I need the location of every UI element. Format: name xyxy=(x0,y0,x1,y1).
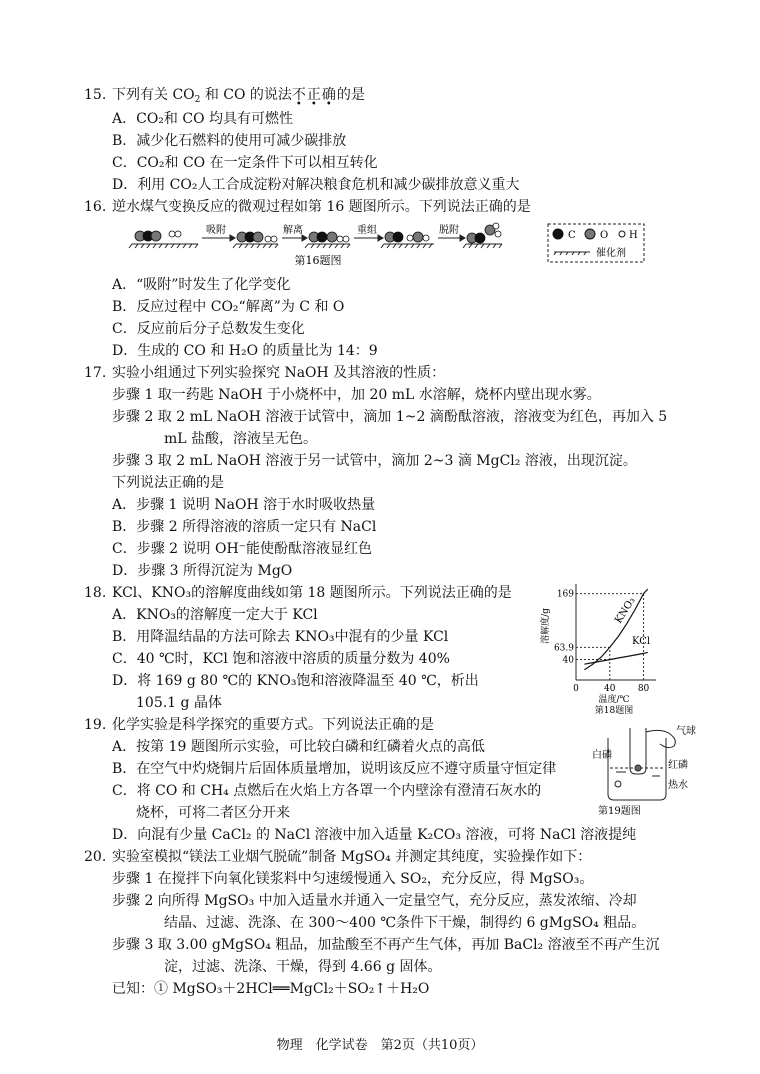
q15-option-a: A．CO₂和 CO 均具有可燃性 xyxy=(112,111,294,127)
q20-step3-cont: 淀，过滤、洗涤、干燥，得到 4.66 g 固体。 xyxy=(164,959,442,975)
q18-option-b: B．用降温结晶的方法可除去 KNO₃中混有的少量 KCl xyxy=(112,629,449,645)
svg-text:C: C xyxy=(568,230,576,241)
q18-option-d-cont: 105.1 g 晶体 xyxy=(136,695,222,711)
q15-option-d: D．利用 CO₂人工合成淀粉对解决粮食危机和减少碳排放意义重大 xyxy=(112,177,520,193)
q20-step2: 步骤 2 向所得 MgSO₃ 中加入适量水并通入一定量空气，充分反应，蒸发浓缩、冷却 xyxy=(112,893,637,909)
q16-option-d: D．生成的 CO 和 H₂O 的质量比为 14：9 xyxy=(112,343,378,359)
q17-option-c: C．步骤 2 说明 OH⁻能使酚酞溶液显红色 xyxy=(112,541,373,557)
q16-stem: 16. 逆水煤气变换反应的微观过程如第 16 题图所示。下列说法正确的是 xyxy=(84,199,531,215)
red-phosphorus xyxy=(635,765,641,771)
svg-text:热水: 热水 xyxy=(668,780,688,791)
step-label-recombine: 重组 xyxy=(357,225,377,236)
y-tick-label: 63.9 xyxy=(553,643,574,654)
q19-option-c: C．将 CO 和 CH₄ 点燃后在火焰上方各罩一个内壁涂有澄清石灰水的 xyxy=(112,783,542,799)
q17-step1: 步骤 1 取一药匙 NaOH 于小烧杯中，加 20 mL 水溶解，烧杯内壁出现水雾。 xyxy=(112,387,601,403)
x-tick-label: 40 xyxy=(604,684,616,694)
q15-stem: 15. 下列有关 $CO_2$ 和 CO 的说法不正确的是 xyxy=(84,87,365,105)
q18-option-c: C．40 ℃时，KCl 饱和溶液中溶质的质量分数为 40% xyxy=(112,651,450,667)
q20-known: 已知：① MgSO₃＋2HCl══MgCl₂＋SO₂↑＋H₂O xyxy=(112,981,430,997)
q17-question: 下列说法正确的是 xyxy=(112,475,224,491)
svg-text:红磷: 红磷 xyxy=(668,760,688,771)
white-phosphorus xyxy=(615,781,621,787)
y-tick-label: 169 xyxy=(556,589,574,600)
step-label-adsorb: 吸附 xyxy=(206,225,226,236)
q17-option-b: B．步骤 2 所得溶液的溶质一定只有 NaCl xyxy=(112,519,377,535)
series-line-kno3 xyxy=(584,589,647,670)
q18-option-d: D．将 169 g 80 ℃的 KNO₃饱和溶液降温至 40 ℃，析出 xyxy=(112,673,479,689)
page-footer: 物理 化学试卷 第2页（共10页） xyxy=(276,1038,484,1053)
q20-step2-cont: 结晶、过滤、洗涤、在 300～400 ℃条件下干燥，制得约 6 gMgSO₄ 粗品。 xyxy=(164,915,646,931)
q16-figure xyxy=(128,222,648,270)
q20-step3: 步骤 3 取 3.00 gMgSO₄ 粗品，加盐酸至不再产生气体，再加 BaCl₂ 溶液至不再产生沉 xyxy=(112,937,660,953)
series-label-kcl: KCl xyxy=(632,636,651,647)
q19-figure xyxy=(590,724,700,820)
q19-option-b: B．在空气中灼烧铜片后固体质量增加，说明该反应不遵守质量守恒定律 xyxy=(112,761,557,777)
chart-caption: 第18题图 xyxy=(594,706,634,714)
x-tick-label: 0 xyxy=(573,684,579,694)
q17-stem: 17. 实验小组通过下列实验探究 NaOH 及其溶液的性质： xyxy=(84,365,446,381)
y-tick-label: 40 xyxy=(562,655,574,666)
q18-stem: 18. KCl、KNO₃的溶解度曲线如第 18 题图所示。下列说法正确的是 xyxy=(84,585,512,601)
x-axis-title: 温度/℃ xyxy=(598,695,630,705)
q20-step1: 步骤 1 在搅拌下向氧化镁浆料中匀速缓慢通入 SO₂，充分反应，得 MgSO₃。 xyxy=(112,871,594,887)
y-axis-title: 溶解度/g xyxy=(541,608,551,644)
q19-option-d: D．向混有少量 CaCl₂ 的 NaCl 溶液中加入适量 K₂CO₃ 溶液，可将 NaCl 溶液提纯 xyxy=(112,827,637,843)
q17-step2: 步骤 2 取 2 mL NaOH 溶液于试管中，滴加 1~2 滴酚酞溶液，溶液变为红色，再加入 5 xyxy=(112,409,668,425)
q17-step3: 步骤 3 取 2 mL NaOH 溶液于另一试管中，滴加 2~3 滴 MgCl₂ 溶液，出现沉淀。 xyxy=(112,453,637,469)
q16-caption: 第16题图 xyxy=(294,254,342,267)
series-line-kcl xyxy=(584,652,647,664)
q19-option-c-cont: 烧杯，可将二者区分开来 xyxy=(136,805,290,821)
svg-text:催化剂: 催化剂 xyxy=(596,248,626,259)
emphasis-not-correct: 不正确 xyxy=(291,87,337,103)
q19-stem: 19. 化学实验是科学探究的重要方式。下列说法正确的是 xyxy=(84,717,434,733)
svg-text:O: O xyxy=(600,230,609,241)
solubility-chart xyxy=(534,580,674,714)
q16-option-b: B．反应过程中 CO₂“解离”为 C 和 O xyxy=(112,299,345,315)
q15-option-b: B．减少化石燃料的使用可减少碳排放 xyxy=(112,133,347,149)
q16-option-a: A．“吸附”时发生了化学变化 xyxy=(112,277,291,293)
q17-option-a: A．步骤 1 说明 NaOH 溶于水时吸收热量 xyxy=(112,497,376,513)
q17-step2-cont: mL 盐酸，溶液呈无色。 xyxy=(164,431,318,447)
q15-option-c: C．CO₂和 CO 在一定条件下可以相互转化 xyxy=(112,155,378,171)
balloon xyxy=(646,730,675,747)
svg-text:H: H xyxy=(629,230,638,241)
svg-text:白磷: 白磷 xyxy=(592,750,612,761)
step-label-dissociate: 解离 xyxy=(283,225,303,236)
series-label-kno3: KNO₃ xyxy=(613,595,638,626)
question-number: 15. xyxy=(84,87,107,103)
q19-option-a: A．按第 19 题图所示实验，可比较白磷和红磷着火点的高低 xyxy=(112,739,485,755)
q20-stem: 20. 实验室模拟“镁法工业烟气脱硫”制备 MgSO₄ 并测定其纯度，实验操作如下： xyxy=(84,849,592,865)
q16-option-c: C．反应前后分子总数发生变化 xyxy=(112,321,305,337)
svg-text:第19题图: 第19题图 xyxy=(598,806,641,817)
x-tick-label: 80 xyxy=(637,684,650,694)
step-label-desorb: 脱附 xyxy=(439,225,459,236)
q18-option-a: A．KNO₃的溶解度一定大于 KCl xyxy=(112,607,318,623)
svg-text:气球: 气球 xyxy=(676,726,696,737)
q17-option-d: D．步骤 3 所得沉淀为 MgO xyxy=(112,563,293,579)
